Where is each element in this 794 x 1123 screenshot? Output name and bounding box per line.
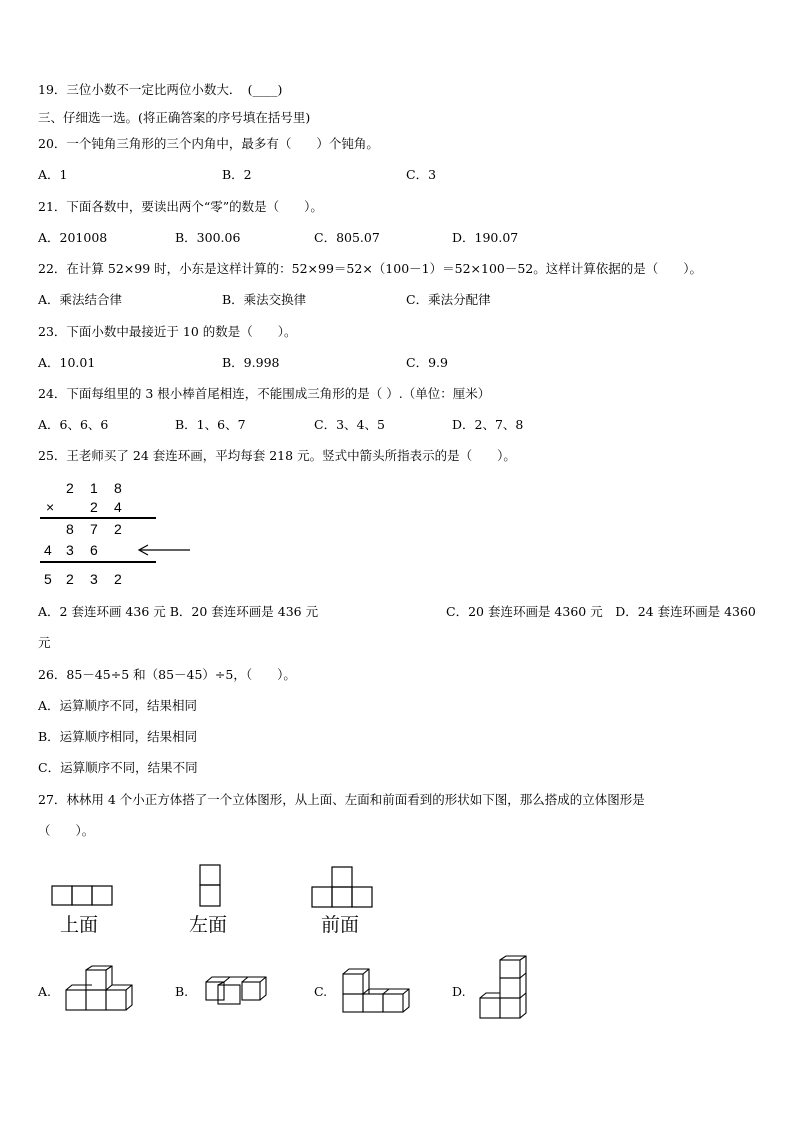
q27-option-a-label[interactable]: A.	[38, 984, 52, 999]
q21-option-c[interactable]: C．805.07	[314, 230, 380, 245]
times-sign: ×	[46, 499, 55, 515]
digit: 8	[114, 480, 122, 496]
q25-option-cd-tail: 元	[38, 635, 51, 650]
front-view-label: 前面	[321, 914, 360, 936]
q25-option-cd[interactable]: C．20 套连环画是 4360 元 D．24 套连环画是 4360	[446, 604, 756, 619]
option-a-cube-figure	[64, 966, 134, 1014]
q22-option-a[interactable]: A．乘法结合律	[38, 292, 123, 307]
q24-option-a[interactable]: A．6、6、6	[38, 417, 109, 432]
question-23-stem: 23．下面小数中最接近于 10 的数是（ ）。	[38, 324, 297, 339]
multiplication-rule	[40, 517, 156, 519]
digit: 7	[90, 521, 98, 537]
multiplication-rule	[40, 561, 156, 563]
digit: 2	[66, 480, 74, 496]
q24-option-d[interactable]: D．2、7、8	[452, 417, 524, 432]
q23-option-a[interactable]: A．10.01	[38, 355, 96, 370]
question-21-stem: 21．下面各数中，要读出两个“零”的数是（ ）。	[38, 199, 323, 214]
q25-option-ab[interactable]: A．2 套连环画 436 元 B．20 套连环画是 436 元	[38, 604, 319, 619]
question-25-stem: 25．王老师买了 24 套连环画，平均每套 218 元。竖式中箭头所指表示的是（ ）。	[38, 448, 516, 463]
digit: 3	[66, 542, 74, 558]
q22-option-b[interactable]: B．乘法交换律	[222, 292, 307, 307]
digit: 2	[66, 571, 74, 587]
q26-option-b[interactable]: B．运算顺序相同，结果相同	[38, 729, 198, 744]
question-24-stem: 24．下面每组里的 3 根小棒首尾相连，不能围成三角形的是（ ）.（单位：厘米）	[38, 386, 491, 401]
question-27-blank: （ ）。	[38, 823, 95, 838]
digit: 2	[90, 499, 98, 515]
digit: 4	[44, 542, 52, 558]
q26-option-c[interactable]: C．运算顺序不同，结果不同	[38, 760, 198, 775]
digit: 6	[90, 542, 98, 558]
arrow-left-icon	[136, 543, 192, 557]
option-b-cube-figure	[202, 974, 272, 1004]
digit: 8	[66, 521, 74, 537]
q23-option-c[interactable]: C．9.9	[406, 355, 448, 370]
q27-option-c-label[interactable]: C.	[314, 984, 328, 999]
q27-option-b-label[interactable]: B.	[175, 984, 189, 999]
q27-option-d-label[interactable]: D.	[452, 984, 466, 999]
question-26-stem: 26．85－45÷5 和（85－45）÷5，（ ）。	[38, 667, 296, 682]
digit: 4	[114, 499, 122, 515]
left-view-figure	[199, 864, 221, 908]
q23-option-b[interactable]: B．9.998	[222, 355, 280, 370]
option-d-cube-figure	[478, 956, 530, 1022]
q24-option-b[interactable]: B．1、6、7	[175, 417, 246, 432]
option-c-cube-figure	[341, 968, 411, 1016]
digit: 2	[114, 521, 122, 537]
q24-option-c[interactable]: C．3、4、5	[314, 417, 385, 432]
q20-option-b[interactable]: B．2	[222, 167, 252, 182]
front-view-figure	[311, 866, 373, 909]
q21-option-a[interactable]: A．201008	[38, 230, 108, 245]
q20-option-a[interactable]: A．1	[38, 167, 68, 182]
q21-option-b[interactable]: B．300.06	[175, 230, 241, 245]
top-view-label: 上面	[60, 914, 99, 936]
question-27-stem: 27．林林用 4 个小正方体搭了一个立体图形，从上面、左面和前面看到的形状如下图，那么搭成的立体图形是	[38, 792, 645, 807]
question-20-stem: 20．一个钝角三角形的三个内角中，最多有（ ）个钝角。	[38, 136, 379, 151]
question-22-stem: 22．在计算 52×99 时，小东是这样计算的：52×99＝52×（100－1）＝52×100－52。这样计算依据的是（ ）。	[38, 261, 703, 276]
digit: 3	[90, 571, 98, 587]
left-view-label: 左面	[189, 914, 228, 936]
digit: 5	[44, 571, 52, 587]
digit: 1	[90, 480, 98, 496]
question-19: 19．三位小数不一定比两位小数大． (____)	[38, 82, 283, 97]
q22-option-c[interactable]: C．乘法分配律	[406, 292, 491, 307]
q20-option-c[interactable]: C．3	[406, 167, 437, 182]
top-view-figure	[51, 885, 113, 907]
section-3-heading: 三、仔细选一选。(将正确答案的序号填在括号里)	[38, 110, 311, 125]
q26-option-a[interactable]: A．运算顺序不同，结果相同	[38, 698, 198, 713]
digit: 2	[114, 571, 122, 587]
q21-option-d[interactable]: D．190.07	[452, 230, 519, 245]
